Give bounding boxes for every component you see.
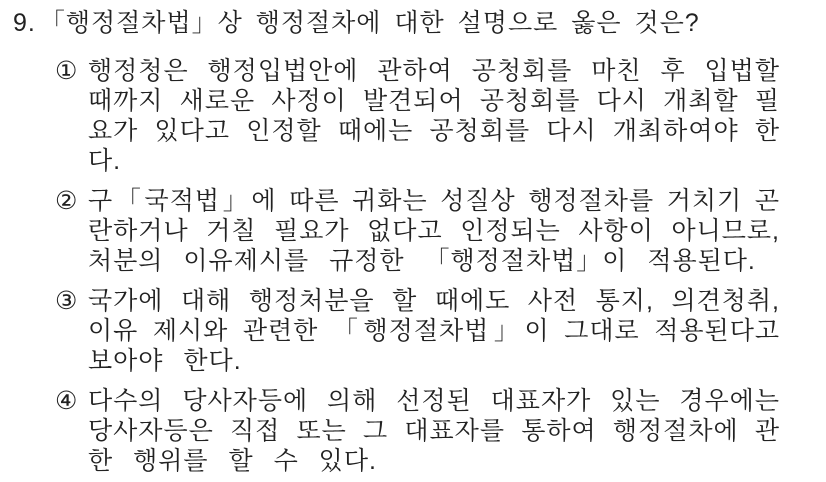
choice-line: 다. xyxy=(88,147,122,175)
choice-3-text xyxy=(88,286,780,376)
exam-question-page xyxy=(0,8,826,482)
choice-3 xyxy=(55,286,780,376)
question-header xyxy=(13,8,780,38)
choice-1 xyxy=(55,56,780,176)
choice-line: 란하거나 거칠 필요가 없다고 인정되는 사항이 아니므로, xyxy=(88,217,780,245)
choice-line: 한 행위를 할 수 있다. xyxy=(88,447,377,475)
choice-line: 구「국적법」에 따른 귀화는 성질상 행정절차를 거치기 곤 xyxy=(88,187,780,215)
choice-1-text xyxy=(88,56,780,176)
choice-2-marker: ② xyxy=(55,187,79,215)
choice-line: 이유 제시와 관련한 「행정절차법」이 그대로 적용된다고 xyxy=(88,317,780,345)
choice-line: 국가에 대해 행정처분을 할 때에도 사전 통지, 의견청취, xyxy=(88,287,780,315)
question-title: 「행정절차법」상 행정절차에 대한 설명으로 옳은 것은? xyxy=(39,9,700,37)
question-number: 9. xyxy=(13,9,36,37)
choice-line: 행정청은 행정입법안에 관하여 공청회를 마친 후 입법할 xyxy=(88,57,780,85)
choice-1-marker: ① xyxy=(55,57,79,85)
choice-3-marker: ③ xyxy=(55,287,79,315)
choice-2 xyxy=(55,186,780,276)
choice-line: 보아야 한다. xyxy=(88,347,242,375)
choice-line: 처분의 이유제시를 규정한 「행정절차법」이 적용된다. xyxy=(88,247,756,275)
choice-line: 때까지 새로운 사정이 발견되어 공청회를 다시 개최할 필 xyxy=(88,87,780,115)
choice-4 xyxy=(55,386,780,476)
choice-line: 요가 있다고 인정할 때에는 공청회를 다시 개최하여야 한 xyxy=(88,117,780,145)
choice-4-text xyxy=(88,386,780,476)
choice-line: 다수의 당사자등에 의해 선정된 대표자가 있는 경우에는 xyxy=(88,387,780,415)
choice-2-text xyxy=(88,186,780,276)
choice-line: 당사자등은 직접 또는 그 대표자를 통하여 행정절차에 관 xyxy=(88,417,780,445)
choice-4-marker: ④ xyxy=(55,387,79,415)
